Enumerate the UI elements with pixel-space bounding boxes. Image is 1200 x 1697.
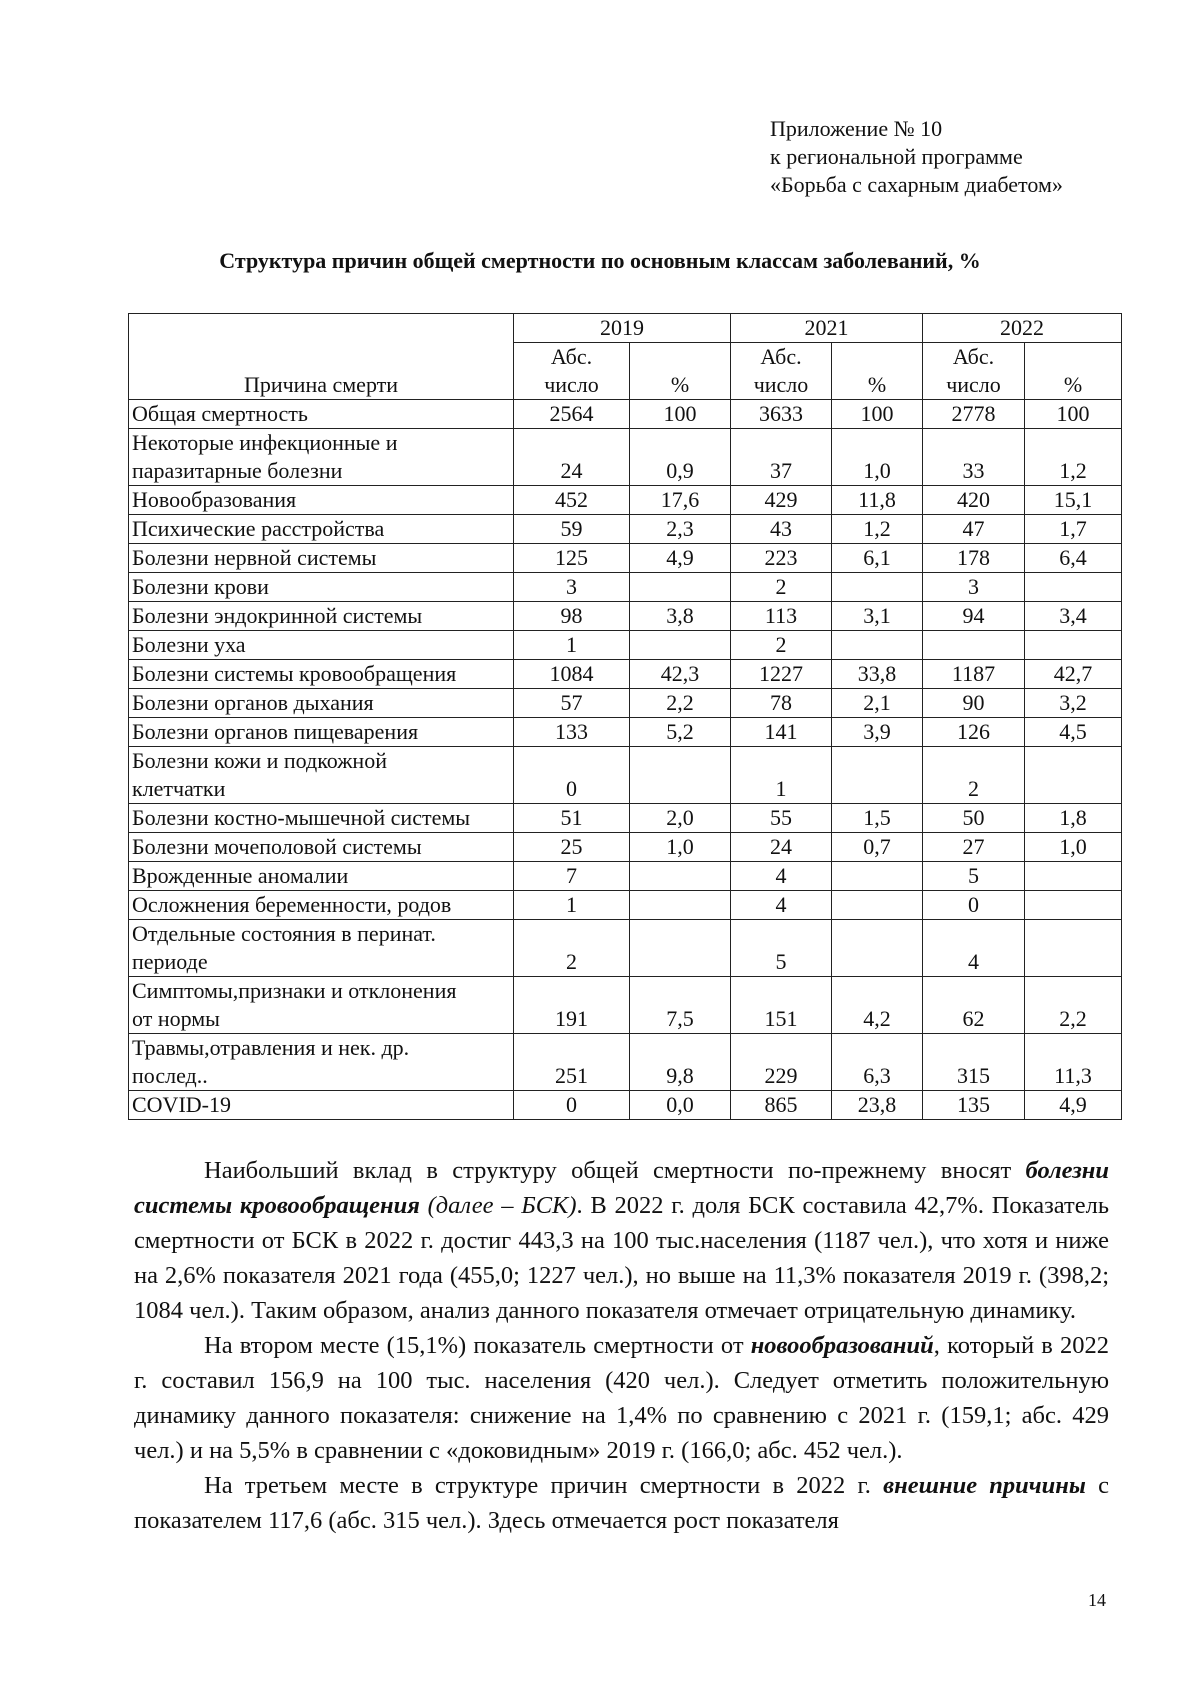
- cause-cell: Травмы,отравления и нек. др. послед..: [129, 1034, 514, 1091]
- percent-header: %: [1025, 343, 1122, 400]
- percent-cell: [630, 862, 731, 891]
- percent-cell: 3,4: [1025, 602, 1122, 631]
- table-row: [129, 602, 1122, 631]
- percent-cell: 0,0: [630, 1091, 731, 1120]
- table-title: Структура причин общей смертности по основным классам заболеваний, %: [219, 248, 981, 273]
- percent-cell: [1025, 891, 1122, 920]
- abs-count-cell: 47: [923, 515, 1025, 544]
- percent-cell: 3,9: [832, 718, 923, 747]
- abs-count-cell: 59: [514, 515, 630, 544]
- abs-count-cell: 5: [923, 862, 1025, 891]
- abs-count-cell: 37: [731, 429, 832, 486]
- table-row: [129, 977, 1122, 1034]
- percent-cell: 15,1: [1025, 486, 1122, 515]
- abs-count-cell: 33: [923, 429, 1025, 486]
- abs-count-cell: 25: [514, 833, 630, 862]
- percent-cell: 2,2: [1025, 977, 1122, 1034]
- year-header: 2021: [731, 314, 923, 343]
- percent-cell: 4,9: [1025, 1091, 1122, 1120]
- abs-count-cell: 1187: [923, 660, 1025, 689]
- percent-cell: [1025, 631, 1122, 660]
- percent-cell: [630, 573, 731, 602]
- cause-cell: Болезни нервной системы: [129, 544, 514, 573]
- abs-count-cell: 90: [923, 689, 1025, 718]
- abs-count-cell: 3: [514, 573, 630, 602]
- table-row: [129, 544, 1122, 573]
- abs-count-cell: 1: [514, 631, 630, 660]
- body-text: [134, 1153, 1109, 1538]
- percent-cell: 3,2: [1025, 689, 1122, 718]
- percent-cell: 3,1: [832, 602, 923, 631]
- abs-count-cell: 420: [923, 486, 1025, 515]
- cause-cell: Болезни эндокринной системы: [129, 602, 514, 631]
- abs-count-cell: 151: [731, 977, 832, 1034]
- percent-cell: 1,2: [832, 515, 923, 544]
- percent-cell: 6,3: [832, 1034, 923, 1091]
- abs-count-cell: 2564: [514, 400, 630, 429]
- percent-cell: 1,0: [1025, 833, 1122, 862]
- abs-count-cell: 4: [923, 920, 1025, 977]
- year-header: 2019: [514, 314, 731, 343]
- abs-count-cell: 865: [731, 1091, 832, 1120]
- table-row: [129, 718, 1122, 747]
- percent-cell: 1,0: [630, 833, 731, 862]
- abs-count-cell: 141: [731, 718, 832, 747]
- cause-cell: Отдельные состояния в перинат. периоде: [129, 920, 514, 977]
- percent-cell: 11,8: [832, 486, 923, 515]
- percent-header: %: [630, 343, 731, 400]
- abs-count-cell: 2: [731, 631, 832, 660]
- abs-count-cell: 125: [514, 544, 630, 573]
- percent-cell: 7,5: [630, 977, 731, 1034]
- percent-cell: 6,1: [832, 544, 923, 573]
- percent-cell: 100: [832, 400, 923, 429]
- year-header: 2022: [923, 314, 1122, 343]
- abs-count-cell: 229: [731, 1034, 832, 1091]
- abs-count-cell: 24: [514, 429, 630, 486]
- table-row: [129, 660, 1122, 689]
- abs-count-cell: 7: [514, 862, 630, 891]
- paragraph: На втором месте (15,1%) показатель смертности от новообразований, который в 2022 г. составил 156,9 на 100 тыс. населения (420 чел.). Следует отметить положительную динамику данного показателя: снижение на 1,4% по сравнению с 2021 г. (159,1; абс. 429 чел.) и на 5,5% в сравнении с «доковидным» 2019 г. (166,0; абс. 452 чел.).: [134, 1332, 1109, 1464]
- table-row: [129, 833, 1122, 862]
- abs-count-cell: 3: [923, 573, 1025, 602]
- appendix-line-3: «Борьба с сахарным диабетом»: [770, 172, 1063, 197]
- abs-count-cell: 251: [514, 1034, 630, 1091]
- percent-cell: 6,4: [1025, 544, 1122, 573]
- table-row: [129, 1034, 1122, 1091]
- percent-cell: [630, 920, 731, 977]
- percent-cell: 9,8: [630, 1034, 731, 1091]
- abs-count-cell: 4: [731, 891, 832, 920]
- percent-cell: [832, 891, 923, 920]
- abs-count-cell: 0: [514, 747, 630, 804]
- abs-count-cell: 1: [514, 891, 630, 920]
- percent-cell: 2,2: [630, 689, 731, 718]
- table-row: [129, 862, 1122, 891]
- emphasis: болезни системы кровообращения: [134, 1157, 1109, 1219]
- percent-cell: 0,9: [630, 429, 731, 486]
- table-row: [129, 891, 1122, 920]
- abs-count-cell: 2: [514, 920, 630, 977]
- cause-cell: Осложнения беременности, родов: [129, 891, 514, 920]
- percent-cell: 1,5: [832, 804, 923, 833]
- table-row: [129, 747, 1122, 804]
- cause-cell: Симптомы,признаки и отклонения от нормы: [129, 977, 514, 1034]
- abs-count-cell: 4: [731, 862, 832, 891]
- percent-cell: [630, 631, 731, 660]
- cause-cell: Болезни системы кровообращения: [129, 660, 514, 689]
- abs-count-cell: 55: [731, 804, 832, 833]
- cause-cell: Болезни костно-мышечной системы: [129, 804, 514, 833]
- cause-cell: Новообразования: [129, 486, 514, 515]
- page-number: 14: [1088, 1590, 1106, 1610]
- percent-cell: 1,2: [1025, 429, 1122, 486]
- abs-count-cell: 62: [923, 977, 1025, 1034]
- cause-cell: Врожденные аномалии: [129, 862, 514, 891]
- abs-count-cell: 2: [731, 573, 832, 602]
- percent-cell: 11,3: [1025, 1034, 1122, 1091]
- percent-cell: [630, 747, 731, 804]
- abs-count-cell: 2778: [923, 400, 1025, 429]
- emphasis: внешние причины: [883, 1472, 1086, 1499]
- percent-cell: 5,2: [630, 718, 731, 747]
- abs-count-cell: 135: [923, 1091, 1025, 1120]
- cause-cell: Общая смертность: [129, 400, 514, 429]
- cause-cell: Психические расстройства: [129, 515, 514, 544]
- abs-count-cell: 5: [731, 920, 832, 977]
- abs-count-cell: 0: [514, 1091, 630, 1120]
- cause-column-header: Причина смерти: [129, 314, 514, 400]
- percent-cell: [832, 631, 923, 660]
- percent-cell: 1,0: [832, 429, 923, 486]
- abs-count-cell: 50: [923, 804, 1025, 833]
- percent-cell: 100: [1025, 400, 1122, 429]
- cause-cell: Некоторые инфекционные и паразитарные болезни: [129, 429, 514, 486]
- percent-cell: 1,7: [1025, 515, 1122, 544]
- percent-cell: 100: [630, 400, 731, 429]
- cause-cell: COVID-19: [129, 1091, 514, 1120]
- abs-count-cell: 1: [731, 747, 832, 804]
- cause-cell: Болезни органов дыхания: [129, 689, 514, 718]
- table-body: [129, 400, 1122, 1120]
- percent-cell: 4,9: [630, 544, 731, 573]
- percent-cell: 33,8: [832, 660, 923, 689]
- percent-cell: 3,8: [630, 602, 731, 631]
- percent-cell: 2,1: [832, 689, 923, 718]
- cause-cell: Болезни мочеполовой системы: [129, 833, 514, 862]
- table-row: [129, 573, 1122, 602]
- abs-count-cell: 94: [923, 602, 1025, 631]
- abs-count-cell: 178: [923, 544, 1025, 573]
- header-row-years: [129, 314, 1122, 343]
- percent-cell: [630, 891, 731, 920]
- percent-cell: 0,7: [832, 833, 923, 862]
- percent-cell: 2,3: [630, 515, 731, 544]
- abs-count-cell: 78: [731, 689, 832, 718]
- italic-note: (далее – БСК): [419, 1192, 577, 1219]
- percent-cell: [1025, 862, 1122, 891]
- abs-count-cell: 126: [923, 718, 1025, 747]
- percent-cell: 2,0: [630, 804, 731, 833]
- abs-count-cell: 0: [923, 891, 1025, 920]
- cause-cell: Болезни крови: [129, 573, 514, 602]
- table-row: [129, 429, 1122, 486]
- percent-header: %: [832, 343, 923, 400]
- abs-count-cell: 133: [514, 718, 630, 747]
- table-row: [129, 631, 1122, 660]
- table-row: [129, 804, 1122, 833]
- percent-cell: [1025, 573, 1122, 602]
- percent-cell: 4,5: [1025, 718, 1122, 747]
- abs-count-cell: 2: [923, 747, 1025, 804]
- percent-cell: [832, 862, 923, 891]
- appendix-header: [770, 115, 1063, 199]
- percent-cell: 42,3: [630, 660, 731, 689]
- abs-count-cell: 51: [514, 804, 630, 833]
- abs-count-cell: 43: [731, 515, 832, 544]
- cause-cell: Болезни органов пищеварения: [129, 718, 514, 747]
- paragraph: Наибольший вклад в структуру общей смертности по-прежнему вносят болезни системы кровообращения (далее – БСК). В 2022 г. доля БСК составила 42,7%. Показатель смертности от БСК в 2022 г. достиг 443,3 на 100 тыс.населения (1187 чел.), что хотя и ниже на 2,6% показателя 2021 года (455,0; 1227 чел.), но выше на 11,3% показателя 2019 г. (398,2; 1084 чел.). Таким образом, анализ данного показателя отмечает отрицательную динамику.: [134, 1157, 1109, 1324]
- abs-count-cell: 429: [731, 486, 832, 515]
- abs-count-cell: 452: [514, 486, 630, 515]
- abs-count-cell: 3633: [731, 400, 832, 429]
- abs-count-header: Абс. число: [731, 343, 832, 400]
- cause-cell: Болезни уха: [129, 631, 514, 660]
- abs-count-cell: 24: [731, 833, 832, 862]
- percent-cell: [832, 920, 923, 977]
- abs-count-cell: 57: [514, 689, 630, 718]
- appendix-line-2: к региональной программе: [770, 144, 1023, 169]
- percent-cell: 4,2: [832, 977, 923, 1034]
- abs-count-cell: 1227: [731, 660, 832, 689]
- abs-count-header: Абс. число: [923, 343, 1025, 400]
- paragraph: На третьем месте в структуре причин смертности в 2022 г. внешние причины с показателем 117,6 (абс. 315 чел.). Здесь отмечается рост показателя: [134, 1472, 1109, 1534]
- table-row: [129, 689, 1122, 718]
- emphasis: новообразований: [750, 1332, 934, 1359]
- abs-count-cell: 315: [923, 1034, 1025, 1091]
- table-row: [129, 1091, 1122, 1120]
- mortality-table: [128, 313, 1122, 1120]
- percent-cell: [1025, 920, 1122, 977]
- percent-cell: 17,6: [630, 486, 731, 515]
- table-row: [129, 920, 1122, 977]
- table-row: [129, 486, 1122, 515]
- abs-count-cell: 98: [514, 602, 630, 631]
- percent-cell: [832, 573, 923, 602]
- percent-cell: 23,8: [832, 1091, 923, 1120]
- percent-cell: 1,8: [1025, 804, 1122, 833]
- abs-count-cell: 223: [731, 544, 832, 573]
- cause-cell: Болезни кожи и подкожной клетчатки: [129, 747, 514, 804]
- abs-count-cell: 1084: [514, 660, 630, 689]
- percent-cell: [832, 747, 923, 804]
- abs-count-cell: 27: [923, 833, 1025, 862]
- appendix-line-1: Приложение № 10: [770, 116, 943, 141]
- abs-count-cell: 191: [514, 977, 630, 1034]
- abs-count-cell: [923, 631, 1025, 660]
- percent-cell: 42,7: [1025, 660, 1122, 689]
- abs-count-cell: 113: [731, 602, 832, 631]
- table-row: [129, 515, 1122, 544]
- percent-cell: [1025, 747, 1122, 804]
- abs-count-header: Абс. число: [514, 343, 630, 400]
- table-row: [129, 400, 1122, 429]
